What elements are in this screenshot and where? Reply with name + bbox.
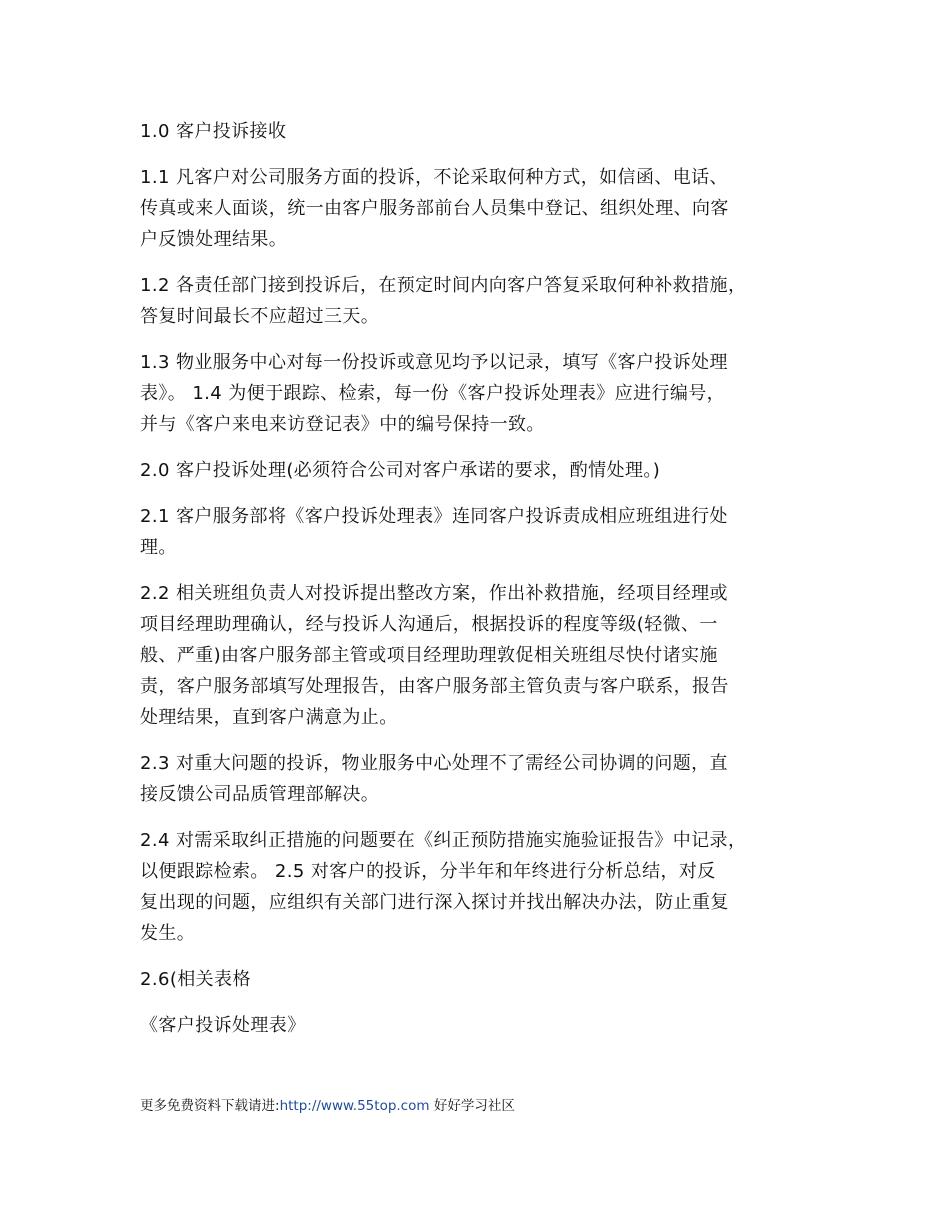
section-heading-2-0: 2.0 客户投诉处理(必须符合公司对客户承诺的要求，酌情处理。) xyxy=(140,460,661,481)
paragraph-1-2: 1.2 各责任部门接到投诉后，在预定时间内向客户答复采取何种补救措施， 答复时间最长不应超过三天。 xyxy=(140,275,747,327)
paragraph-2-4: 2.4 对需采取纠正措施的问题要在《纠正预防措施实施验证报告》中记录， 以便跟踪检索。 2.5 对客户的投诉，分半年和年终进行分析总结，对反 复出现的问题，应组织有关部门进行深入探讨并找出解决办法，防止重复 发生。 xyxy=(140,830,747,944)
footer-suffix: 好好学习社区 xyxy=(429,1098,515,1114)
footer-link[interactable]: http://www.55top.com xyxy=(279,1098,430,1114)
paragraph-2-6: 2.6(相关表格 xyxy=(140,969,251,990)
page-footer xyxy=(140,1096,515,1116)
paragraph-2-3: 2.3 对重大问题的投诉，物业服务中心处理不了需经公司协调的问题，直 接反馈公司品质管理部解决。 xyxy=(140,753,728,805)
footer-prefix: 更多免费资料下载请进: xyxy=(140,1098,280,1114)
form-title: 《客户投诉处理表》 xyxy=(140,1015,306,1036)
paragraph-2-2: 2.2 相关班组负责人对投诉提出整改方案，作出补救措施，经项目经理或 项目经理助理确认，经与投诉人沟通后，根据投诉的程度等级(轻微、一 般、严重)由客户服务部主管或项目经理助理敦促相关班组尽快付诸实施 责，客户服务部填写处理报告，由客户服务部主管负责与客户联系，报告 处理结果，直到客户满意为止。 xyxy=(140,583,729,728)
document-body xyxy=(140,116,830,1056)
paragraph-1-3: 1.3 物业服务中心对每一份投诉或意见均予以记录，填写《客户投诉处理 表》。 1.4 为便于跟踪、检索，每一份《客户投诉处理表》应进行编号， 并与《客户来电来访登记表》中的编号保持一致。 xyxy=(140,352,728,435)
section-heading-1-0: 1.0 客户投诉接收 xyxy=(140,121,287,142)
paragraph-2-1: 2.1 客户服务部将《客户投诉处理表》连同客户投诉责成相应班组进行处 理。 xyxy=(140,506,728,558)
paragraph-1-1: 1.1 凡客户对公司服务方面的投诉，不论采取何种方式，如信函、电话、 传真或来人面谈，统一由客户服务部前台人员集中登记、组织处理、向客 户反馈处理结果。 xyxy=(140,167,729,250)
